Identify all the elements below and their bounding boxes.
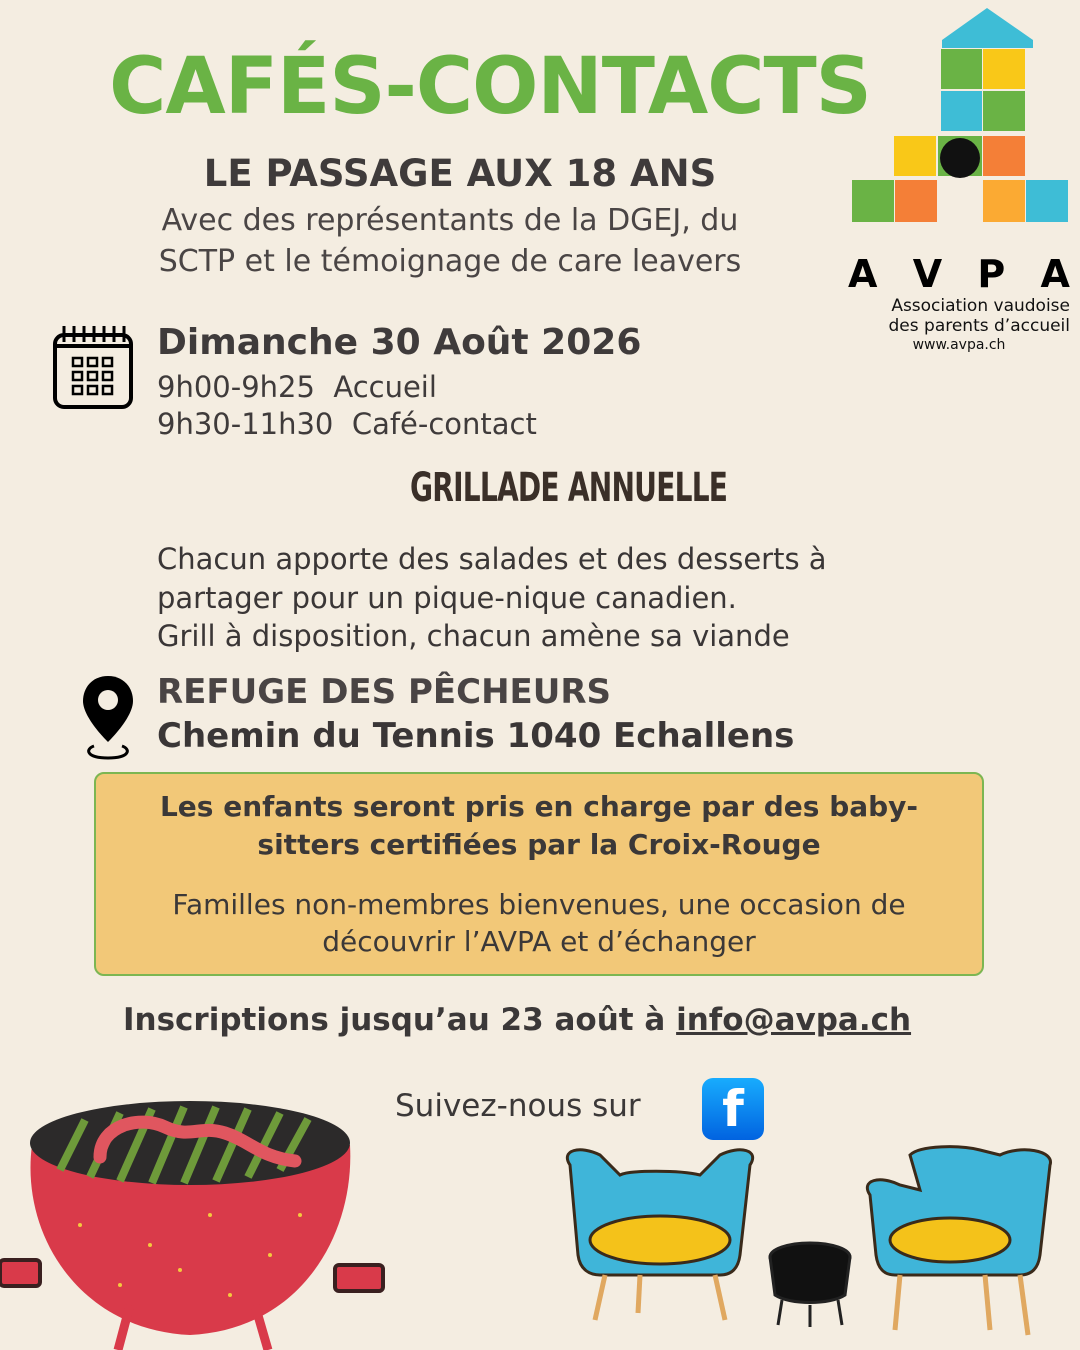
notice-line: sitters certifiées par la Croix-Rouge	[257, 828, 821, 861]
intro-text	[95, 200, 805, 282]
grill-text-line: partager pour un pique-nique canadien.	[157, 581, 737, 615]
association-name: Association vaudoise	[891, 296, 1070, 316]
event-date: Dimanche 30 Août 2026	[157, 322, 642, 363]
map-pin-icon	[80, 672, 136, 764]
notice-line: Familles non-membres bienvenues, une occasion de	[172, 888, 906, 921]
place-name: REFUGE DES PÊCHEURS	[157, 672, 612, 712]
avpa-logo-icon	[848, 6, 1070, 224]
grill-title: GRILLADE ANNUELLE	[410, 465, 728, 511]
website-url: www.avpa.ch	[912, 337, 1006, 353]
registration-prefix: Inscriptions jusqu’au 23 août à	[123, 1002, 677, 1038]
email-link[interactable]: info@avpa.ch	[676, 1002, 912, 1038]
place-address: Chemin du Tennis 1040 Echallens	[157, 716, 795, 756]
event-subtitle: LE PASSAGE AUX 18 ANS	[203, 152, 717, 195]
logo-letter: P	[977, 252, 1006, 296]
logo-letter: A	[1040, 252, 1070, 296]
welcome-notice	[96, 886, 982, 960]
avpa-letters	[848, 252, 1070, 296]
notice-line: Les enfants seront pris en charge par des baby-	[159, 790, 919, 823]
registration-text	[123, 1002, 911, 1038]
armchairs-illustration	[560, 1145, 1060, 1350]
intro-line: Avec des représentants de la DGEJ, du	[161, 203, 739, 238]
logo-letter: V	[912, 252, 943, 296]
facebook-icon[interactable]	[702, 1078, 764, 1140]
follow-text: Suivez-nous sur	[395, 1088, 641, 1124]
calendar-icon	[52, 322, 134, 412]
schedule-item: 9h30-11h30 Café-contact	[157, 407, 537, 441]
association-name: des parents d’accueil	[888, 316, 1070, 336]
intro-line: SCTP et le témoignage de care leavers	[158, 244, 742, 279]
grill-text-line: Grill à disposition, chacun amène sa viande	[157, 619, 790, 653]
childcare-notice	[96, 788, 982, 864]
page-title: CAFÉS-CONTACTS	[109, 42, 871, 132]
notice-box	[94, 772, 984, 976]
facebook-glyph: f	[722, 1080, 744, 1138]
logo-letter: A	[848, 252, 878, 296]
notice-line: découvrir l’AVPA et d’échanger	[322, 925, 756, 958]
schedule-item: 9h00-9h25 Accueil	[157, 370, 437, 404]
barbecue-illustration	[0, 1095, 400, 1350]
grill-text-line: Chacun apporte des salades et des desserts à	[157, 542, 827, 576]
